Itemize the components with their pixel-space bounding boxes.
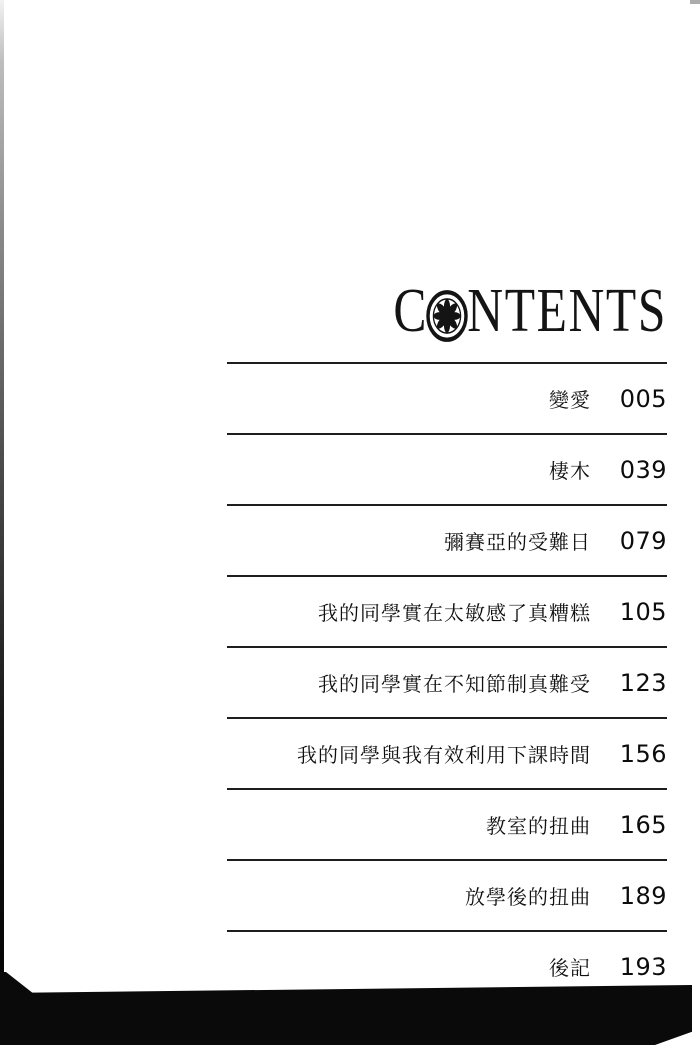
toc-row — [227, 504, 667, 575]
toc-row — [227, 575, 667, 646]
toc-row — [227, 788, 667, 859]
toc-entry-page: 156 — [619, 739, 667, 768]
toc-entry-title: 我的同學與我有效利用下課時間 — [297, 745, 591, 767]
toc-entry-page: 193 — [619, 952, 667, 981]
contents-title-suffix: NTENTS — [467, 277, 667, 345]
toc-entry-page: 123 — [619, 668, 667, 697]
toc-entry-title: 放學後的扭曲 — [465, 887, 591, 909]
toc-entry-title: 我的同學實在不知節制真難受 — [318, 674, 591, 696]
toc-entry-page: 165 — [619, 810, 667, 839]
contents-title-prefix: C — [393, 277, 429, 345]
toc-entry-title: 我的同學實在太敏感了真糟糕 — [318, 603, 591, 625]
scan-bottom-bar — [0, 985, 692, 1045]
scan-corner-blob — [0, 972, 34, 994]
toc-list — [227, 362, 667, 1001]
toc-row — [227, 646, 667, 717]
toc-entry-page: 189 — [619, 881, 667, 910]
toc-row — [227, 362, 667, 433]
toc-row — [227, 433, 667, 504]
toc-entry-title: 教室的扭曲 — [486, 816, 591, 838]
scan-edge-left — [0, 0, 4, 1045]
toc-entry-title: 棲木 — [549, 461, 591, 483]
toc-entry-page: 005 — [619, 384, 667, 413]
toc-entry-title: 變愛 — [549, 390, 591, 412]
toc-entry-page: 079 — [619, 526, 667, 555]
flower-wheel-icon — [426, 289, 469, 343]
toc-entry-title: 後記 — [549, 958, 591, 980]
toc-entry-page: 105 — [619, 597, 667, 626]
toc-entry-title: 彌賽亞的受難日 — [444, 532, 591, 554]
toc-row — [227, 717, 667, 788]
contents-title — [393, 277, 667, 345]
scan-corner-speck — [690, 0, 700, 4]
toc-entry-page: 039 — [619, 455, 667, 484]
toc-row — [227, 859, 667, 930]
